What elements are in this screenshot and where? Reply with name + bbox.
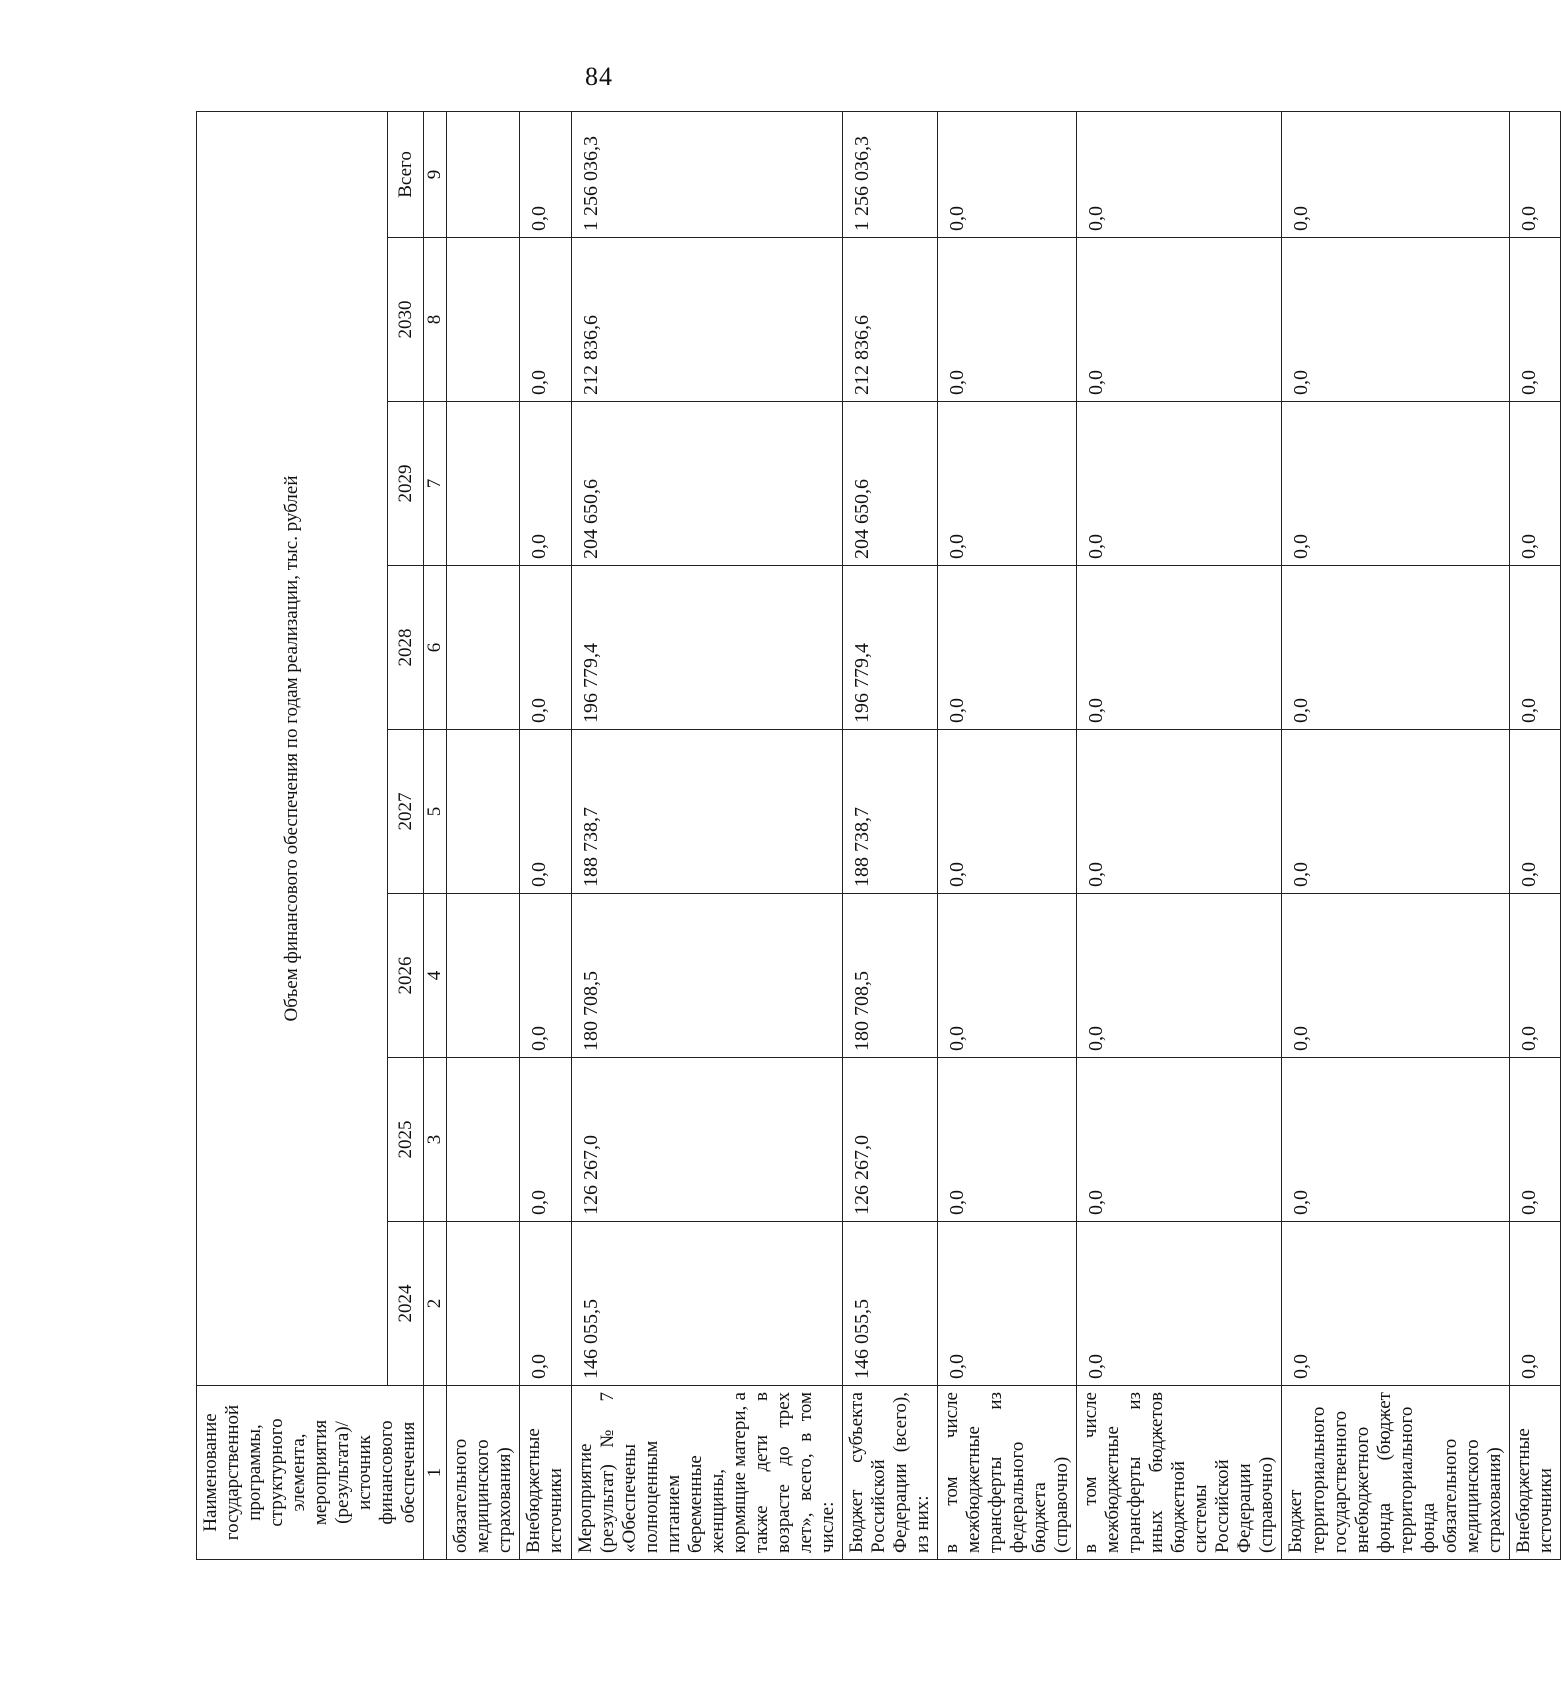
row-value-cell: 0,0	[938, 1058, 1077, 1222]
year-header: 2029	[387, 402, 423, 566]
column-index: 4	[424, 894, 447, 1058]
row-value-cell: 0,0	[520, 894, 571, 1058]
row-value-cell: 0,0	[1282, 730, 1509, 894]
row-value-cell: 146 055,5	[571, 1222, 842, 1386]
column-index: 3	[424, 1058, 447, 1222]
row-value-cell: 0,0	[1509, 1058, 1560, 1222]
row-value-cell	[447, 1222, 520, 1386]
row-value-cell: 0,0	[1282, 238, 1509, 402]
row-total-cell: 0,0	[1077, 111, 1282, 237]
row-value-cell	[447, 894, 520, 1058]
row-name-cell: в том числе межбюджетные трансферты из иных бюджетов бюджетной системы Российской Федерации (справочно)	[1077, 1386, 1282, 1560]
row-value-cell	[447, 566, 520, 730]
row-value-cell: 0,0	[1509, 730, 1560, 894]
column-index: 5	[424, 730, 447, 894]
column-index: 1	[424, 1386, 447, 1560]
row-value-cell	[447, 730, 520, 894]
row-name-cell: обязательного медицинского страхования)	[447, 1386, 520, 1560]
year-header: 2030	[387, 238, 423, 402]
row-name-cell: Мероприятие (результат) № 7 «Обеспечены полноценным питанием беременные женщины, кормящие матери, а также дети в возрасте до трех лет», всего, в том числе:	[571, 1386, 842, 1560]
table-row	[842, 111, 937, 1559]
page-number: 84	[585, 62, 613, 91]
table-row	[938, 111, 1077, 1559]
row-value-cell: 0,0	[1509, 1222, 1560, 1386]
year-header: 2025	[387, 1058, 423, 1222]
rotated-table-wrapper	[196, 111, 1561, 1560]
row-value-cell: 0,0	[1509, 238, 1560, 402]
row-total-cell: 1 256 036,3	[842, 111, 937, 237]
row-value-cell	[447, 238, 520, 402]
row-value-cell: 180 708,5	[842, 894, 937, 1058]
row-value-cell: 0,0	[1282, 1058, 1509, 1222]
row-value-cell: 126 267,0	[842, 1058, 937, 1222]
table-row	[1282, 111, 1509, 1559]
table-row	[1509, 111, 1560, 1559]
row-value-cell: 0,0	[938, 894, 1077, 1058]
row-total-cell: 0,0	[1509, 111, 1560, 237]
row-value-cell: 0,0	[1282, 566, 1509, 730]
row-total-cell: 0,0	[938, 111, 1077, 237]
row-value-cell: 0,0	[520, 566, 571, 730]
year-header: 2028	[387, 566, 423, 730]
row-value-cell: 0,0	[1077, 1222, 1282, 1386]
table-row	[571, 111, 842, 1559]
column-index: 9	[424, 111, 447, 237]
row-value-cell: 0,0	[938, 730, 1077, 894]
row-value-cell: 0,0	[520, 1058, 571, 1222]
column-index: 2	[424, 1222, 447, 1386]
row-value-cell: 0,0	[520, 238, 571, 402]
row-value-cell: 0,0	[1509, 894, 1560, 1058]
row-value-cell: 0,0	[520, 730, 571, 894]
row-name-cell: в том числе межбюджетные трансферты из федерального бюджета (справочно)	[938, 1386, 1077, 1560]
row-value-cell: 0,0	[938, 566, 1077, 730]
column-index: 7	[424, 402, 447, 566]
row-value-cell: 0,0	[1282, 894, 1509, 1058]
row-value-cell: 204 650,6	[842, 402, 937, 566]
row-value-cell: 212 836,6	[842, 238, 937, 402]
row-value-cell: 0,0	[1077, 402, 1282, 566]
row-name-cell: Бюджет субъекта Российской Федерации (всего), из них:	[842, 1386, 937, 1560]
volume-column-header: Объем финансового обеспечения по годам реализации, тыс. рублей	[197, 111, 388, 1385]
row-value-cell: 146 055,5	[842, 1222, 937, 1386]
column-index: 6	[424, 566, 447, 730]
row-value-cell: 0,0	[1282, 1222, 1509, 1386]
row-value-cell: 0,0	[1077, 894, 1282, 1058]
financing-table	[196, 111, 1561, 1560]
row-name-cell: Бюджет территориального государственного внебюджетного фонда (бюджет территориального фонда обязательного медицинского страхования)	[1282, 1386, 1509, 1560]
column-index: 8	[424, 238, 447, 402]
row-name-cell: Внебюджетные источники	[520, 1386, 571, 1560]
table-row	[447, 111, 520, 1559]
row-value-cell: 0,0	[520, 1222, 571, 1386]
year-header: 2024	[387, 1222, 423, 1386]
name-column-header: Наименование государственной программы, структурного элемента, мероприятия (результата)/источник финансового обеспечения	[197, 1386, 424, 1560]
row-value-cell	[447, 402, 520, 566]
row-value-cell: 204 650,6	[571, 402, 842, 566]
row-total-cell: 0,0	[1282, 111, 1509, 237]
row-total-cell: 0,0	[520, 111, 571, 237]
row-value-cell: 0,0	[520, 402, 571, 566]
row-value-cell: 188 738,7	[842, 730, 937, 894]
row-value-cell: 196 779,4	[571, 566, 842, 730]
row-value-cell: 180 708,5	[571, 894, 842, 1058]
row-value-cell: 0,0	[1077, 1058, 1282, 1222]
table-header	[197, 111, 424, 1559]
row-value-cell: 0,0	[1282, 402, 1509, 566]
row-value-cell: 0,0	[1077, 566, 1282, 730]
table-body	[424, 111, 1561, 1559]
row-value-cell: 0,0	[1077, 238, 1282, 402]
row-value-cell: 126 267,0	[571, 1058, 842, 1222]
row-value-cell: 0,0	[1509, 566, 1560, 730]
column-index-row	[424, 111, 447, 1559]
row-value-cell: 0,0	[938, 402, 1077, 566]
row-value-cell: 0,0	[1077, 730, 1282, 894]
table-row	[520, 111, 571, 1559]
year-header: 2027	[387, 730, 423, 894]
row-value-cell: 188 738,7	[571, 730, 842, 894]
row-value-cell: 212 836,6	[571, 238, 842, 402]
row-value-cell: 196 779,4	[842, 566, 937, 730]
row-total-cell	[447, 111, 520, 237]
row-value-cell: 0,0	[938, 238, 1077, 402]
row-value-cell	[447, 1058, 520, 1222]
table-row	[1077, 111, 1282, 1559]
row-value-cell: 0,0	[938, 1222, 1077, 1386]
total-header: Всего	[387, 111, 423, 237]
row-name-cell: Внебюджетные источники	[1509, 1386, 1560, 1560]
year-header: 2026	[387, 894, 423, 1058]
row-value-cell: 0,0	[1509, 402, 1560, 566]
row-total-cell: 1 256 036,3	[571, 111, 842, 237]
